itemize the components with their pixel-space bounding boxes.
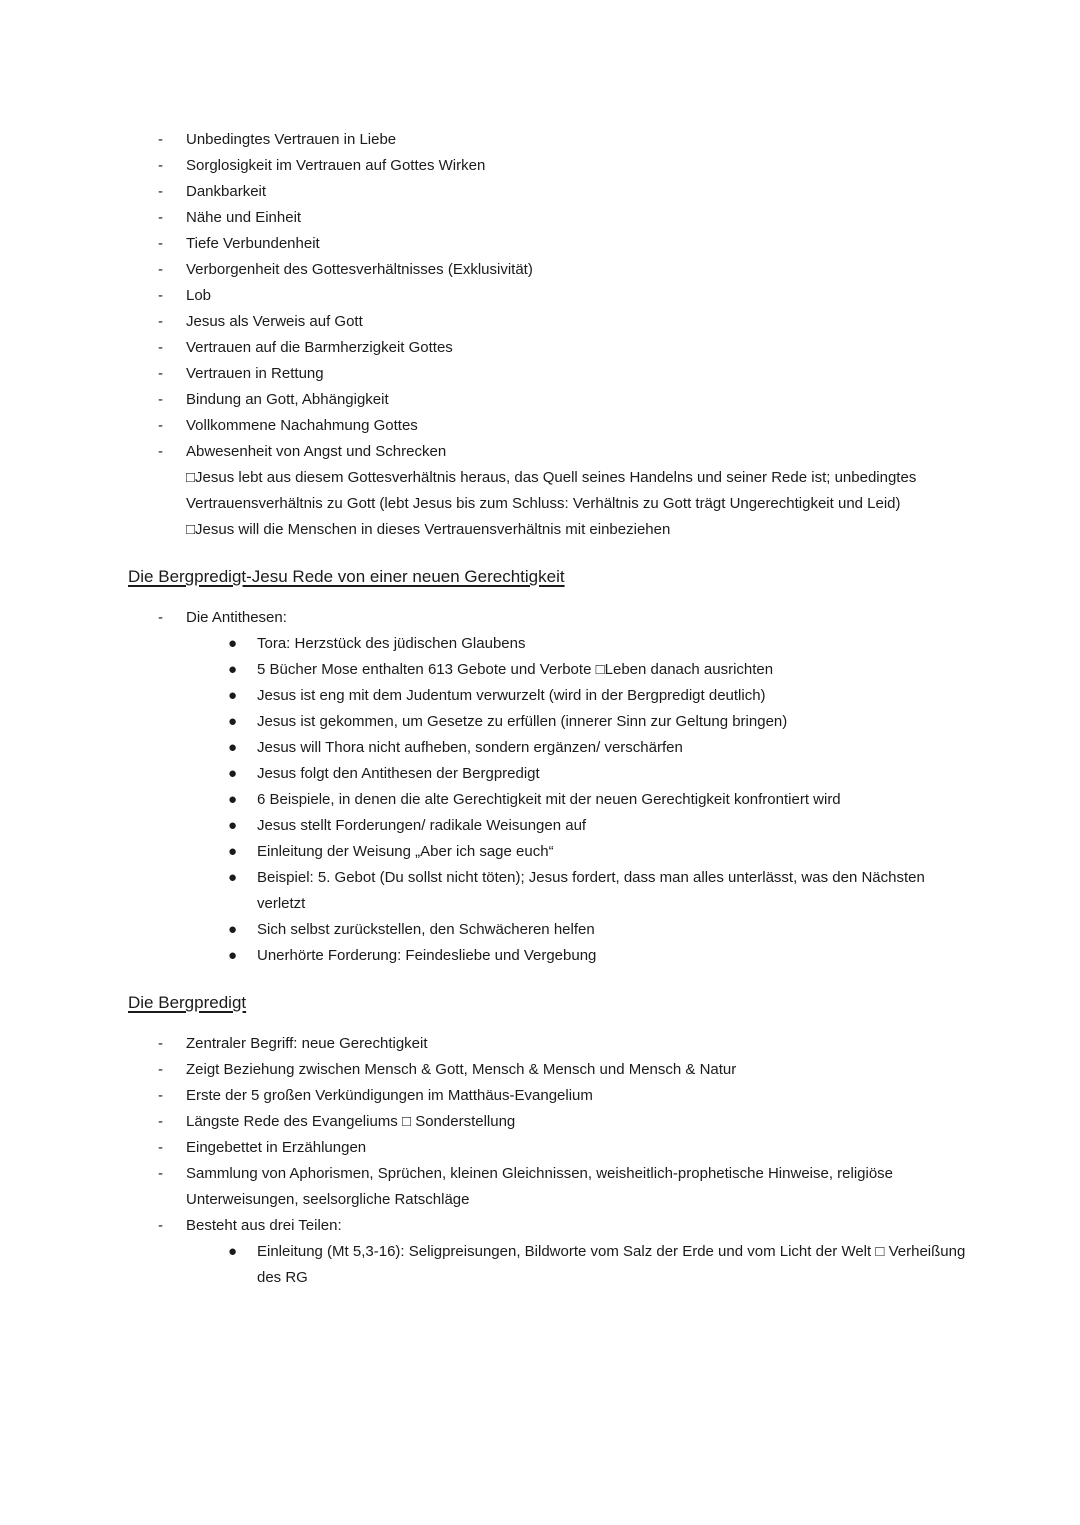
list-item bbox=[128, 413, 968, 439]
list-item bbox=[128, 1083, 968, 1109]
list-item bbox=[128, 735, 968, 761]
intro-conclusions bbox=[128, 465, 968, 543]
dash-marker: - bbox=[158, 313, 163, 330]
list-item bbox=[128, 1057, 968, 1083]
list-item bbox=[128, 787, 968, 813]
list-item bbox=[128, 231, 968, 257]
list-item bbox=[128, 205, 968, 231]
antithesen-bullet-list bbox=[128, 631, 968, 969]
dash-marker: - bbox=[158, 1217, 163, 1234]
dash-marker: - bbox=[158, 131, 163, 148]
list-item-text: Verborgenheit des Gottesverhältnisses (Exklusivität) bbox=[186, 261, 533, 278]
list-item-text: Jesus stellt Forderungen/ radikale Weisungen auf bbox=[257, 817, 587, 834]
list-item-text: Eingebettet in Erzählungen bbox=[186, 1139, 367, 1156]
dash-marker: - bbox=[158, 1087, 163, 1104]
dash-marker: - bbox=[158, 1035, 163, 1052]
list-item-text: Jesus folgt den Antithesen der Bergpredigt bbox=[257, 765, 540, 782]
list-item bbox=[128, 153, 968, 179]
bullet-marker: ● bbox=[228, 661, 238, 678]
dash-marker: - bbox=[158, 183, 163, 200]
document-content bbox=[128, 0, 968, 1291]
section-heading-antithesen: Die Bergpredigt-Jesu Rede von einer neuen Gerechtigkeit bbox=[128, 567, 565, 586]
list-item-text: Vertrauen in Rettung bbox=[186, 365, 324, 382]
bullet-marker: ● bbox=[228, 947, 238, 964]
list-item bbox=[128, 631, 968, 657]
dash-marker: - bbox=[158, 391, 163, 408]
section-heading-bergpredigt: Die Bergpredigt bbox=[128, 993, 247, 1012]
list-item-text: Jesus als Verweis auf Gott bbox=[186, 313, 363, 330]
list-item-text: Vollkommene Nachahmung Gottes bbox=[186, 417, 418, 434]
list-item bbox=[128, 761, 968, 787]
intro-list bbox=[128, 127, 968, 465]
list-item-text: Erste der 5 großen Verkündigungen im Matthäus-Evangelium bbox=[186, 1087, 593, 1104]
bergpredigt-sub-bullet-list bbox=[128, 1239, 968, 1291]
list-item bbox=[128, 1161, 968, 1213]
dash-marker: - bbox=[158, 261, 163, 278]
list-item bbox=[128, 1031, 968, 1057]
dash-marker: - bbox=[158, 1061, 163, 1078]
dash-marker: - bbox=[158, 157, 163, 174]
dash-marker: - bbox=[158, 1113, 163, 1130]
dash-marker: - bbox=[158, 417, 163, 434]
list-item-text: Unbedingtes Vertrauen in Liebe bbox=[186, 131, 397, 148]
bullet-marker: ● bbox=[228, 687, 238, 704]
list-item-text: Tiefe Verbundenheit bbox=[186, 235, 320, 252]
list-item bbox=[128, 127, 968, 153]
list-item bbox=[128, 387, 968, 413]
list-item-text: Jesus will Thora nicht aufheben, sondern ergänzen/ verschärfen bbox=[257, 739, 683, 756]
bullet-marker: ● bbox=[228, 843, 238, 860]
list-item-text: Sich selbst zurückstellen, den Schwächeren helfen bbox=[257, 921, 595, 938]
list-item-text: Abwesenheit von Angst und Schrecken bbox=[186, 443, 447, 460]
bergpredigt-list bbox=[128, 1031, 968, 1239]
list-item bbox=[128, 1213, 968, 1239]
list-item-text: Beispiel: 5. Gebot (Du sollst nicht töten); Jesus fordert, dass man alles unterlässt, was den Nächsten verletzt bbox=[257, 869, 925, 912]
dash-marker: - bbox=[158, 365, 163, 382]
list-item-text: Bindung an Gott, Abhängigkeit bbox=[186, 391, 389, 408]
dash-marker: - bbox=[158, 235, 163, 252]
list-item-text: Vertrauen auf die Barmherzigkeit Gottes bbox=[186, 339, 453, 356]
dash-marker: - bbox=[158, 1139, 163, 1156]
antithesen-lead-list bbox=[128, 605, 968, 631]
list-item-text: 5 Bücher Mose enthalten 613 Gebote und Verbote □Leben danach ausrichten bbox=[257, 661, 774, 678]
dash-marker: - bbox=[158, 209, 163, 226]
bullet-marker: ● bbox=[228, 765, 238, 782]
bullet-marker: ● bbox=[228, 739, 238, 756]
list-item-text: Tora: Herzstück des jüdischen Glaubens bbox=[257, 635, 526, 652]
list-item bbox=[128, 283, 968, 309]
list-item-text: Besteht aus drei Teilen: bbox=[186, 1217, 342, 1234]
conclusion-paragraph: □Jesus will die Menschen in dieses Vertrauensverhältnis mit einbeziehen bbox=[186, 521, 671, 538]
bullet-marker: ● bbox=[228, 713, 238, 730]
dash-marker: - bbox=[158, 443, 163, 460]
bullet-marker: ● bbox=[228, 1243, 238, 1260]
list-item bbox=[128, 309, 968, 335]
list-item bbox=[128, 943, 968, 969]
list-item bbox=[128, 257, 968, 283]
list-item-text: Einleitung (Mt 5,3-16): Seligpreisungen, Bildworte vom Salz der Erde und vom Licht der Welt □ Verheißung des RG bbox=[257, 1243, 966, 1286]
list-item bbox=[128, 865, 968, 917]
list-item bbox=[128, 1109, 968, 1135]
list-item bbox=[128, 1239, 968, 1291]
list-item bbox=[128, 439, 968, 465]
list-item-text: Zeigt Beziehung zwischen Mensch & Gott, Mensch & Mensch und Mensch & Natur bbox=[186, 1061, 737, 1078]
list-item-text: Jesus ist gekommen, um Gesetze zu erfüllen (innerer Sinn zur Geltung bringen) bbox=[257, 713, 788, 730]
list-item bbox=[128, 179, 968, 205]
bullet-marker: ● bbox=[228, 635, 238, 652]
list-item-text: Zentraler Begriff: neue Gerechtigkeit bbox=[186, 1035, 428, 1052]
list-item-text: Jesus ist eng mit dem Judentum verwurzelt (wird in der Bergpredigt deutlich) bbox=[257, 687, 766, 704]
dash-marker: - bbox=[158, 609, 163, 626]
list-item bbox=[128, 709, 968, 735]
list-item-text: Nähe und Einheit bbox=[186, 209, 302, 226]
dash-marker: - bbox=[158, 339, 163, 356]
list-item-text: Einleitung der Weisung „Aber ich sage euch“ bbox=[257, 843, 554, 860]
bullet-marker: ● bbox=[228, 817, 238, 834]
list-item-text: Unerhörte Forderung: Feindesliebe und Vergebung bbox=[257, 947, 597, 964]
list-item bbox=[128, 1135, 968, 1161]
list-item-text: Lob bbox=[186, 287, 212, 304]
list-item-text: Sorglosigkeit im Vertrauen auf Gottes Wirken bbox=[186, 157, 486, 174]
list-item bbox=[128, 361, 968, 387]
list-item-text: Sammlung von Aphorismen, Sprüchen, kleinen Gleichnissen, weisheitlich-prophetische Hinweise, religiöse Unterweisungen, seelsorgliche Ratschläge bbox=[186, 1165, 894, 1208]
list-item bbox=[128, 605, 968, 631]
bullet-marker: ● bbox=[228, 921, 238, 938]
list-item bbox=[128, 813, 968, 839]
list-item bbox=[128, 839, 968, 865]
dash-marker: - bbox=[158, 287, 163, 304]
list-item-text: Längste Rede des Evangeliums □ Sonderstellung bbox=[186, 1113, 516, 1130]
list-item bbox=[128, 683, 968, 709]
dash-marker: - bbox=[158, 1165, 163, 1182]
list-item bbox=[128, 917, 968, 943]
conclusion-paragraph: □Jesus lebt aus diesem Gottesverhältnis heraus, das Quell seines Handelns und seiner Rede ist; unbedingtes Vertrauensverhältnis zu Gott (lebt Jesus bis zum Schluss: Verhältnis zu Gott trägt Ungerechtigkeit und Leid) bbox=[186, 469, 917, 512]
bullet-marker: ● bbox=[228, 869, 238, 886]
list-item bbox=[128, 657, 968, 683]
bullet-marker: ● bbox=[228, 791, 238, 808]
list-item bbox=[128, 335, 968, 361]
list-item-text: Die Antithesen: bbox=[186, 609, 287, 626]
list-item-text: Dankbarkeit bbox=[186, 183, 267, 200]
list-item-text: 6 Beispiele, in denen die alte Gerechtigkeit mit der neuen Gerechtigkeit konfrontiert wird bbox=[257, 791, 841, 808]
